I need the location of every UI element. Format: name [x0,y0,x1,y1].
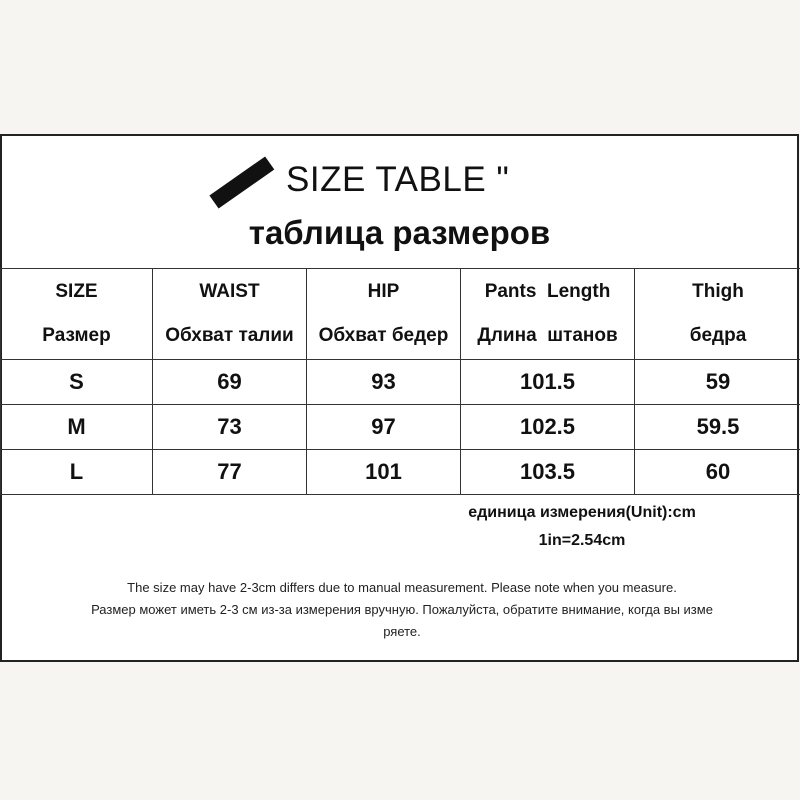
cell-waist: 77 [153,450,307,495]
header-thigh: Thigh бедра [635,269,800,360]
table-row [1,450,800,495]
title-area [2,136,797,269]
slash-decoration-icon [209,156,274,208]
cell-size: S [1,360,153,405]
cell-waist: 73 [153,405,307,450]
cell-size: M [1,405,153,450]
inch-conversion: 1in=2.54cm [538,532,626,549]
cell-thigh: 59.5 [635,405,800,450]
cell-hip: 101 [307,450,461,495]
header-pants-length: Pants Length Длина штанов [461,269,635,360]
title-russian: таблица размеров [248,214,551,251]
cell-thigh: 60 [635,450,800,495]
note-russian-line2: ряете. [383,624,421,639]
cell-hip: 93 [307,360,461,405]
unit-label: единица измерения(Unit):cm [468,504,696,521]
header-waist: WAIST Обхват талии [153,269,307,360]
cell-size: L [1,450,153,495]
size-chart-card [0,134,799,662]
table-row [1,405,800,450]
cell-pants-length: 101.5 [461,360,635,405]
title-english: SIZE TABLE " [286,160,510,199]
cell-hip: 97 [307,405,461,450]
cell-waist: 69 [153,360,307,405]
note-russian-line1: Размер может иметь 2-3 см из-за измерения вручную. Пожалуйста, обратите внимание, когда вы изме [91,602,713,617]
cell-pants-length: 103.5 [461,450,635,495]
note-english: The size may have 2-3cm differs due to manual measurement. Please note when you measure. [127,580,677,595]
cell-thigh: 59 [635,360,800,405]
cell-pants-length: 102.5 [461,405,635,450]
table-header-row [1,269,800,360]
header-size: SIZE Размер [1,269,153,360]
size-table [0,268,800,495]
table-row [1,360,800,405]
header-hip: HIP Обхват бедер [307,269,461,360]
